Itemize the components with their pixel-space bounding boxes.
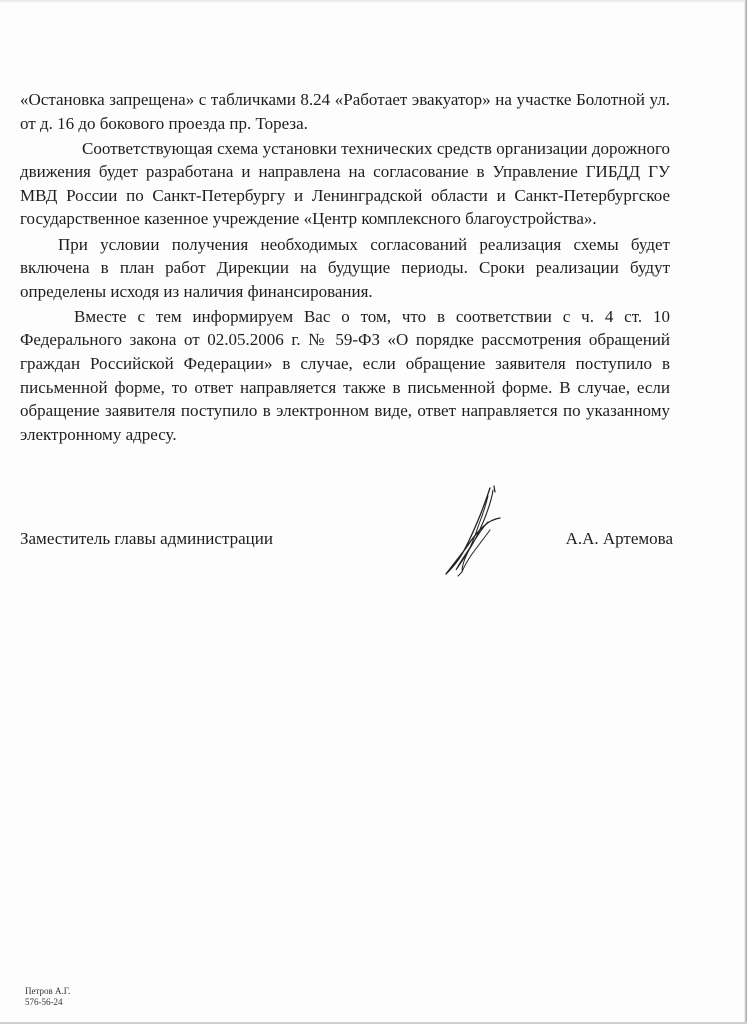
paragraph-no-parking-signs: «Остановка запрещена» с табличками 8.24 «Работает эвакуатор» на участке Болотной ул. от д. 16 до бокового проезда пр. Тореза. (20, 90, 670, 133)
signature-block (20, 529, 673, 559)
page-top-edge (0, 0, 747, 3)
paragraph-traffic-scheme: Соответствующая схема установки технических средств организации дорожного движения будет разработана и направлена на согласование в Управление ГИБДД ГУ МВД России по Санкт-Петербургу и Ленинградской области и Санкт-Петербургское государственное казенное учреждение «Центр комплексного благоустройства». (20, 138, 670, 229)
handwritten-signature-icon (438, 484, 510, 580)
signatory-position: Заместитель главы администрации (20, 529, 273, 548)
executor-phone: 576-56-24 (25, 997, 63, 1007)
signatory-name: А.А. Артемова (565, 529, 673, 548)
executor-info (25, 986, 70, 1008)
paragraph-implementation-plan: При условии получения необходимых согласований реализация схемы будет включена в план работ Дирекции на будущие периоды. Сроки реализации будут определены исходя из наличия финансирования. (20, 234, 670, 301)
executor-name: Петров А.Г. (25, 986, 71, 996)
paragraph-legal-notice: Вместе с тем информируем Вас о том, что в соответствии с ч. 4 ст. 10 Федерального закона от 02.05.2006 г. № 59-ФЗ «О порядке рассмотрения обращений граждан Российской Федерации» в случае, если обращение заявителя поступило в письменной форме, то ответ направляется также в письменной форме. В случае, если обращение заявителя поступило в электронном виде, ответ направляется по указанному электронному адресу. (20, 306, 670, 444)
letter-body (20, 88, 670, 448)
